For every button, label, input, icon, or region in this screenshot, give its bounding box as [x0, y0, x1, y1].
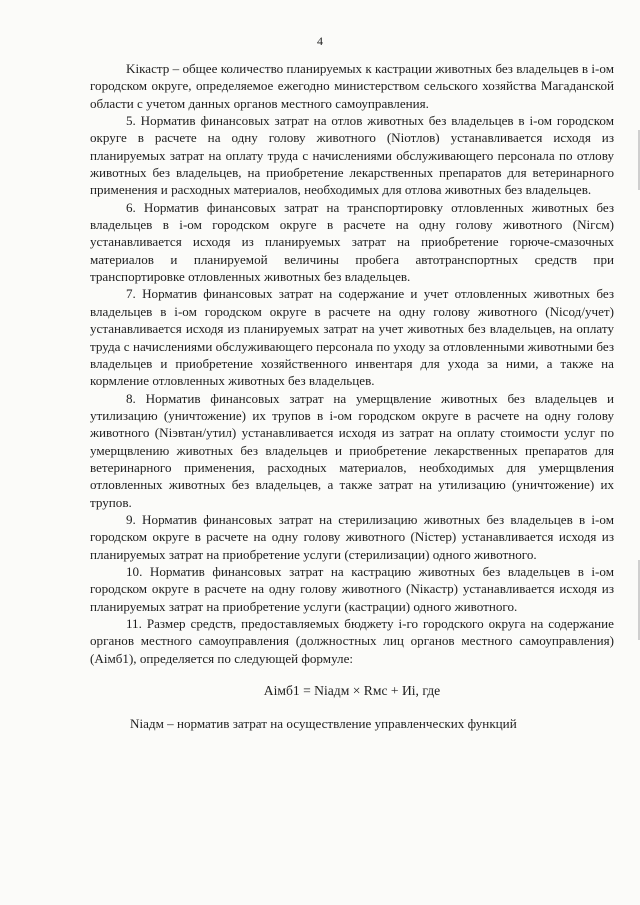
page-number: 4 — [317, 34, 323, 48]
formula: Аiмб1 = Niадм × Rмс + Иi, где — [263, 683, 441, 699]
paragraph: 10. Норматив финансовых затрат на кастрацию животных без владельцев в i-ом городском округе в расчете на одну голову животного (Niкастр) устанавливается исходя из планируемых затрат на приобретение услуги (кастрации) одного животного. — [90, 563, 614, 614]
paragraph: 11. Размер средств, предоставляемых бюджету i-го городского округа на содержание органов местного самоуправления (должностных лиц органов местного самоуправления) (Аiмб1), определяется по следующей формуле: — [90, 616, 614, 666]
document-body — [90, 60, 614, 733]
paragraph: 6. Норматив финансовых затрат на транспортировку отловленных животных без владельцев в i-ом городском округе в расчете на одну голову животного (Niгсм) устанавливается исходя из планируемых затрат на приобретение горюче-смазочных материалов и планируемой величины пробега автотранспортных средств при транспортировке отловленных животных без владельцев. — [90, 199, 614, 285]
definition-paragraph: Niадм – норматив затрат на осуществление управленческих функций — [130, 716, 517, 732]
paragraph: 5. Норматив финансовых затрат на отлов животных без владельцев в i-ом городском округе в расчете на одну голову животного (Niотлов) устанавливается исходя из планируемых затрат на оплату труда с начислениями обслуживающего персонала по отлову животных без владельцев, на приобретение лекарственных препаратов для ветеринарного применения и расходных материалов, необходимых для отлова животных без владельцев. — [90, 113, 614, 198]
paragraph: 8. Норматив финансовых затрат на умерщвление животных без владельцев и утилизацию (уничтожение) их трупов в i-ом городском округе в расчете на одну голову животного (Niэвтан/утил) устанавливается исходя из затрат на оплату стоимости услуг по умерщвлению животных без владельцев и приобретение лекарственных препаратов для ветеринарного применения, расходных материалов, необходимых для умерщвления отловленных животных без владельцев, а также затрат на утилизацию (уничтожение) их трупов. — [90, 390, 614, 510]
paragraph: 7. Норматив финансовых затрат на содержание и учет отловленных животных без владельцев в i-ом городском округе в расчете на одну голову животного (Niсод/учет) устанавливается исходя из планируемых затрат на учет животных без владельцев, на оплату труда с начислениями обслуживающего персонала по уходу за отловленными животными без владельцев и приобретение хозяйственного инвентаря для ухода за ними, а также на кормление отловленных животных без владельцев. — [90, 286, 614, 389]
paragraph: Kiкастр – общее количество планируемых к кастрации животных без владельцев в i-ом городском округе, определяемое ежегодно министерством сельского хозяйства Магаданской области с учетом данных органов местного самоуправления. — [90, 61, 614, 111]
paragraph: 9. Норматив финансовых затрат на стерилизацию животных без владельцев в i-ом городском округе в расчете на одну голову животного (Niстер) устанавливается исходя из планируемых затрат на приобретение услуги (стерилизации) одного животного. — [90, 511, 614, 562]
